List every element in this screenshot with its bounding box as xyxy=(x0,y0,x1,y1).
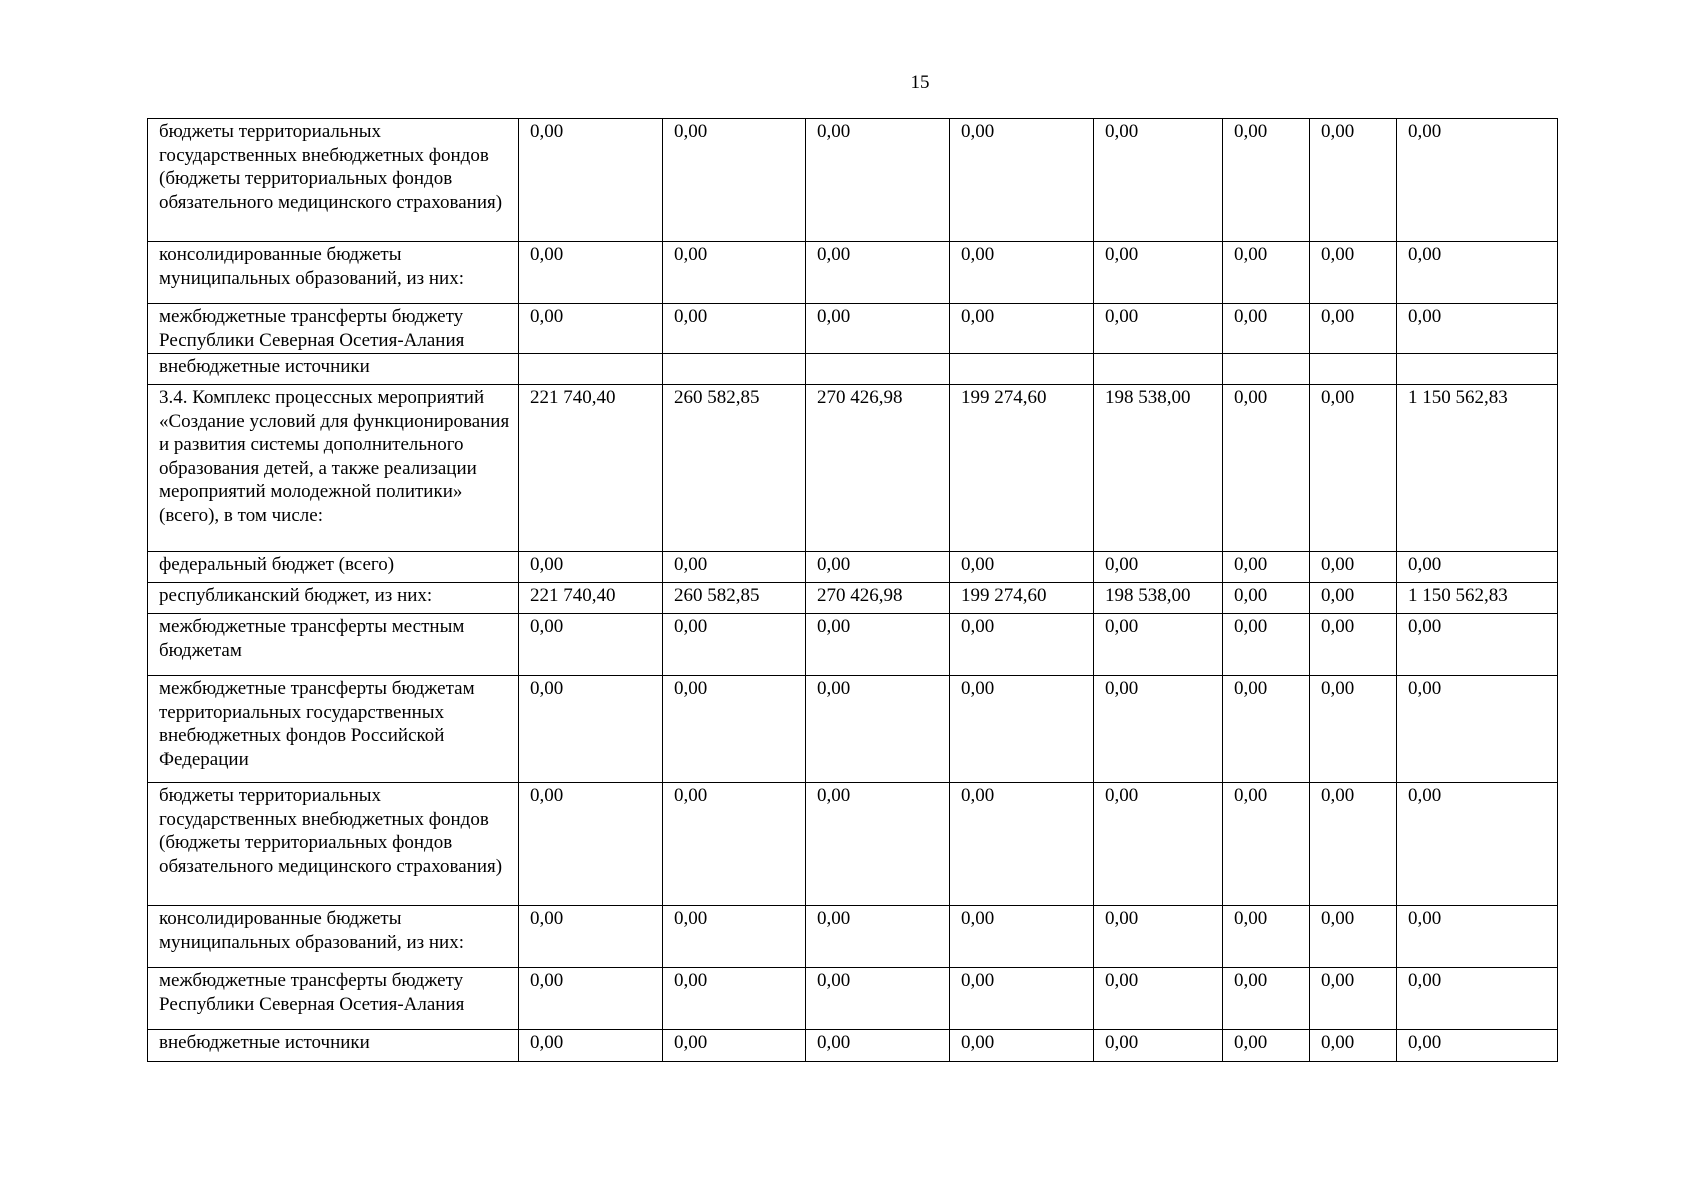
table-cell: 0,00 xyxy=(1223,385,1310,552)
table-cell: 0,00 xyxy=(1397,968,1558,1030)
table-cell: 0,00 xyxy=(806,242,950,304)
row-label: бюджеты территориальных государственных внебюджетных фондов (бюджеты территориальных фондов обязательного медицинского страхования) xyxy=(148,119,519,242)
table-cell: 0,00 xyxy=(1094,676,1223,783)
budget-table xyxy=(147,118,1558,1062)
table-cell: 0,00 xyxy=(1310,614,1397,676)
table-cell: 0,00 xyxy=(1310,385,1397,552)
table-cell: 0,00 xyxy=(1223,1030,1310,1062)
table-cell: 0,00 xyxy=(1397,242,1558,304)
table-cell: 0,00 xyxy=(663,304,806,354)
table-cell: 0,00 xyxy=(806,676,950,783)
table-cell: 0,00 xyxy=(1223,119,1310,242)
table-cell: 221 740,40 xyxy=(519,583,663,614)
table-cell: 0,00 xyxy=(950,676,1094,783)
table-cell: 1 150 562,83 xyxy=(1397,385,1558,552)
table-cell: 0,00 xyxy=(519,242,663,304)
table-cell: 0,00 xyxy=(663,614,806,676)
row-label: консолидированные бюджеты муниципальных образований, из них: xyxy=(148,906,519,968)
table-cell: 199 274,60 xyxy=(950,385,1094,552)
table-row xyxy=(148,968,1558,1030)
table-cell: 0,00 xyxy=(950,304,1094,354)
table-row xyxy=(148,583,1558,614)
table-cell: 0,00 xyxy=(1094,968,1223,1030)
row-label: консолидированные бюджеты муниципальных образований, из них: xyxy=(148,242,519,304)
table-cell xyxy=(1094,354,1223,385)
table-row xyxy=(148,783,1558,906)
table-cell: 0,00 xyxy=(1310,676,1397,783)
table-cell: 0,00 xyxy=(950,552,1094,583)
table-cell: 0,00 xyxy=(519,614,663,676)
row-label: межбюджетные трансферты бюджетам территориальных государственных внебюджетных фондов Российской Федерации xyxy=(148,676,519,783)
table-cell: 0,00 xyxy=(1094,552,1223,583)
table-cell: 0,00 xyxy=(806,304,950,354)
table-cell: 0,00 xyxy=(950,968,1094,1030)
table-cell: 0,00 xyxy=(950,242,1094,304)
table-cell: 0,00 xyxy=(1397,614,1558,676)
table-cell: 0,00 xyxy=(806,119,950,242)
table-cell xyxy=(1310,354,1397,385)
table-cell: 0,00 xyxy=(1310,1030,1397,1062)
table-cell: 0,00 xyxy=(1094,1030,1223,1062)
table-cell: 0,00 xyxy=(1310,783,1397,906)
table-cell: 0,00 xyxy=(1094,906,1223,968)
table-cell: 270 426,98 xyxy=(806,583,950,614)
table-cell: 270 426,98 xyxy=(806,385,950,552)
table-cell: 0,00 xyxy=(1397,552,1558,583)
table-cell: 1 150 562,83 xyxy=(1397,583,1558,614)
table-cell: 0,00 xyxy=(1310,583,1397,614)
row-label: межбюджетные трансферты бюджету Республики Северная Осетия-Алания xyxy=(148,968,519,1030)
table-cell: 0,00 xyxy=(1223,583,1310,614)
table-cell: 0,00 xyxy=(806,1030,950,1062)
table-cell: 0,00 xyxy=(1094,304,1223,354)
table-cell: 0,00 xyxy=(1310,906,1397,968)
table-cell: 0,00 xyxy=(519,783,663,906)
table-cell: 0,00 xyxy=(1094,614,1223,676)
table-row xyxy=(148,385,1558,552)
table-row xyxy=(148,676,1558,783)
page-number: 15 xyxy=(910,72,930,93)
table-row xyxy=(148,119,1558,242)
table-cell: 260 582,85 xyxy=(663,583,806,614)
table-cell: 0,00 xyxy=(663,552,806,583)
table-cell: 0,00 xyxy=(1094,119,1223,242)
table-cell: 0,00 xyxy=(1397,906,1558,968)
table-cell: 0,00 xyxy=(519,906,663,968)
table-cell: 0,00 xyxy=(806,906,950,968)
table-cell: 0,00 xyxy=(806,614,950,676)
table-cell xyxy=(519,354,663,385)
table-row xyxy=(148,304,1558,354)
table-cell xyxy=(950,354,1094,385)
table-cell: 0,00 xyxy=(806,552,950,583)
row-label: 3.4. Комплекс процессных мероприятий «Создание условий для функционирования и развития системы дополнительного образования детей, а также реализации мероприятий молодежной политики» (всего), в том числе: xyxy=(148,385,519,552)
table-cell: 0,00 xyxy=(950,1030,1094,1062)
table-cell: 0,00 xyxy=(1223,968,1310,1030)
row-label: федеральный бюджет (всего) xyxy=(148,552,519,583)
table-cell: 0,00 xyxy=(1397,304,1558,354)
table-cell: 0,00 xyxy=(1094,783,1223,906)
table-cell: 0,00 xyxy=(1397,1030,1558,1062)
table-row xyxy=(148,552,1558,583)
table-cell: 0,00 xyxy=(950,783,1094,906)
table-cell: 0,00 xyxy=(1094,242,1223,304)
table-cell: 0,00 xyxy=(663,906,806,968)
table-cell: 0,00 xyxy=(1397,119,1558,242)
table-cell: 0,00 xyxy=(950,614,1094,676)
table-cell: 0,00 xyxy=(1223,783,1310,906)
row-label: внебюджетные источники xyxy=(148,354,519,385)
row-label: межбюджетные трансферты местным бюджетам xyxy=(148,614,519,676)
table-cell: 0,00 xyxy=(663,783,806,906)
table-cell: 0,00 xyxy=(1310,968,1397,1030)
table-row xyxy=(148,906,1558,968)
table-cell: 0,00 xyxy=(663,968,806,1030)
table-cell xyxy=(1223,354,1310,385)
table-cell xyxy=(663,354,806,385)
table-cell: 0,00 xyxy=(1397,676,1558,783)
row-label: межбюджетные трансферты бюджету Республики Северная Осетия-Алания xyxy=(148,304,519,354)
table-cell: 0,00 xyxy=(1310,119,1397,242)
table-cell: 0,00 xyxy=(1310,552,1397,583)
table-cell: 0,00 xyxy=(663,119,806,242)
table-cell: 0,00 xyxy=(806,783,950,906)
table-cell: 221 740,40 xyxy=(519,385,663,552)
table-cell: 0,00 xyxy=(1310,242,1397,304)
table-cell: 0,00 xyxy=(1223,906,1310,968)
table-cell: 198 538,00 xyxy=(1094,583,1223,614)
table-cell: 0,00 xyxy=(1223,552,1310,583)
table-cell xyxy=(806,354,950,385)
table-cell: 0,00 xyxy=(1397,783,1558,906)
table-row xyxy=(148,354,1558,385)
table-cell: 0,00 xyxy=(1310,304,1397,354)
table-cell: 0,00 xyxy=(950,906,1094,968)
table-row xyxy=(148,1030,1558,1062)
budget-table-body xyxy=(148,119,1558,1062)
table-cell: 0,00 xyxy=(1223,304,1310,354)
row-label: бюджеты территориальных государственных внебюджетных фондов (бюджеты территориальных фондов обязательного медицинского страхования) xyxy=(148,783,519,906)
row-label: внебюджетные источники xyxy=(148,1030,519,1062)
table-cell: 198 538,00 xyxy=(1094,385,1223,552)
table-cell: 0,00 xyxy=(1223,676,1310,783)
table-cell: 0,00 xyxy=(519,552,663,583)
table-cell: 0,00 xyxy=(663,1030,806,1062)
table-cell: 199 274,60 xyxy=(950,583,1094,614)
table-row xyxy=(148,242,1558,304)
table-cell: 0,00 xyxy=(806,968,950,1030)
table-cell: 0,00 xyxy=(519,676,663,783)
table-cell: 0,00 xyxy=(663,676,806,783)
table-cell: 260 582,85 xyxy=(663,385,806,552)
table-row xyxy=(148,614,1558,676)
table-cell: 0,00 xyxy=(663,242,806,304)
table-cell: 0,00 xyxy=(950,119,1094,242)
table-cell: 0,00 xyxy=(1223,242,1310,304)
table-cell: 0,00 xyxy=(1223,614,1310,676)
table-cell: 0,00 xyxy=(519,119,663,242)
table-cell: 0,00 xyxy=(519,1030,663,1062)
table-cell: 0,00 xyxy=(519,304,663,354)
table-cell: 0,00 xyxy=(519,968,663,1030)
row-label: республиканский бюджет, из них: xyxy=(148,583,519,614)
table-cell xyxy=(1397,354,1558,385)
